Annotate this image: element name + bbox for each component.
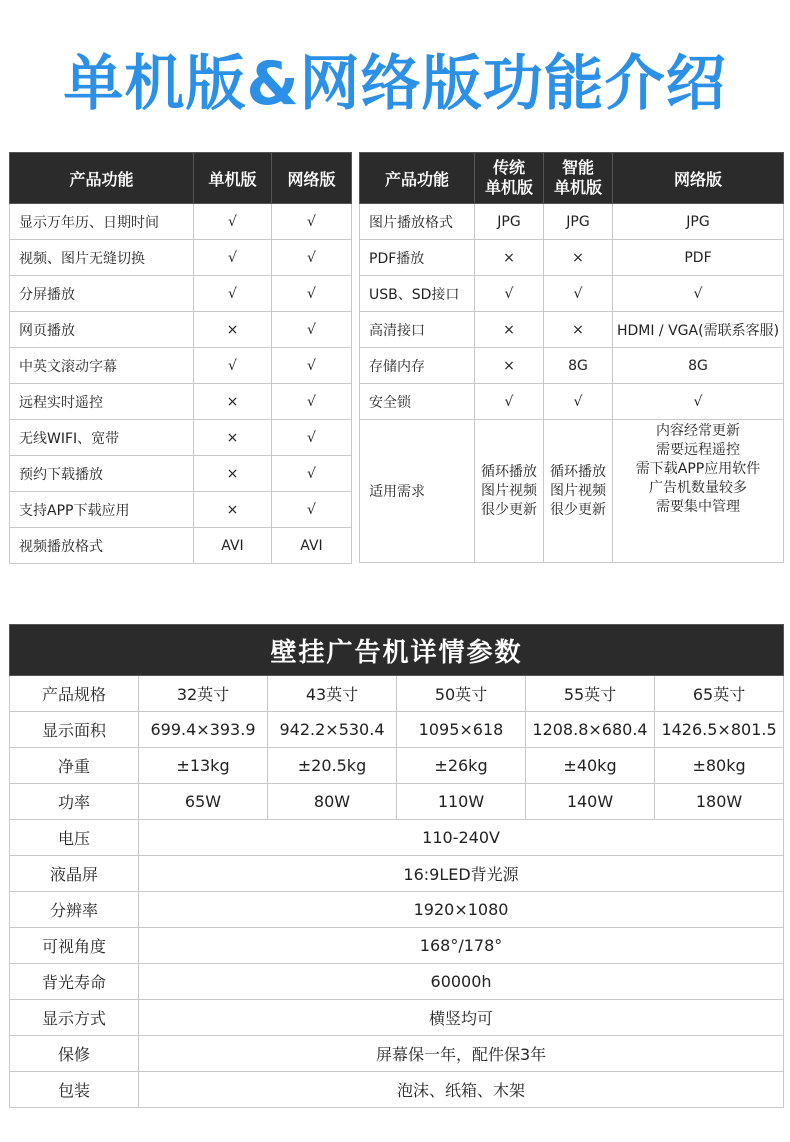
requirement-line: 图片视频 — [481, 482, 537, 499]
feature-value: AVI — [194, 528, 272, 564]
header-line: 网络版 — [673, 169, 722, 189]
feature-value: √ — [272, 420, 352, 456]
spec-value: ±20.5kg — [268, 748, 397, 784]
table-row — [10, 492, 352, 528]
header-feature: 产品功能 — [10, 153, 194, 204]
spec-label: 电压 — [10, 820, 139, 856]
requirement-line: 需要远程遥控 — [656, 442, 740, 458]
header-standalone: 单机版 — [194, 153, 272, 204]
spec-value: 168°/178° — [139, 928, 784, 964]
spec-value: 140W — [526, 784, 655, 820]
spec-row — [10, 784, 784, 820]
feature-value: × — [475, 348, 544, 384]
feature-label: 网页播放 — [10, 312, 194, 348]
feature-value: √ — [613, 384, 784, 420]
feature-label: 中英文滚动字幕 — [10, 348, 194, 384]
requirement-col3 — [613, 420, 784, 563]
feature-value: JPG — [544, 204, 613, 240]
feature-value: √ — [194, 348, 272, 384]
feature-label: 存储内存 — [360, 348, 475, 384]
feature-value: √ — [272, 204, 352, 240]
feature-value: √ — [272, 240, 352, 276]
page-title: 单机版&网络版功能介绍 — [63, 49, 727, 119]
spec-row — [10, 928, 784, 964]
specs-table — [9, 624, 784, 1108]
spec-size-cell: 65英寸 — [655, 676, 784, 712]
table-header-row — [360, 153, 784, 204]
spec-value: 180W — [655, 784, 784, 820]
table-row — [10, 420, 352, 456]
spec-value: 110W — [397, 784, 526, 820]
spec-row — [10, 1036, 784, 1072]
spec-value: ±26kg — [397, 748, 526, 784]
feature-value: √ — [544, 276, 613, 312]
spec-size-cell: 50英寸 — [397, 676, 526, 712]
feature-value: JPG — [475, 204, 544, 240]
spec-label: 液晶屏 — [10, 856, 139, 892]
table-row — [360, 384, 784, 420]
requirement-line: 很少更新 — [481, 501, 537, 518]
spec-row — [10, 820, 784, 856]
table-row — [360, 348, 784, 384]
spec-header-row — [10, 676, 784, 712]
feature-value: × — [194, 456, 272, 492]
requirement-col1 — [475, 420, 544, 563]
feature-value: √ — [272, 492, 352, 528]
spec-value: 16:9LED背光源 — [139, 856, 784, 892]
feature-value: √ — [272, 348, 352, 384]
requirement-label: 适用需求 — [360, 420, 475, 563]
requirement-line: 需下载APP应用软件 — [635, 461, 761, 477]
spec-value: 泡沫、纸箱、木架 — [139, 1072, 784, 1108]
spec-label: 可视角度 — [10, 928, 139, 964]
table-row — [10, 348, 352, 384]
feature-value: √ — [194, 276, 272, 312]
table-row — [10, 240, 352, 276]
feature-value: √ — [272, 456, 352, 492]
feature-label: 安全锁 — [360, 384, 475, 420]
table-row — [360, 276, 784, 312]
header-feature — [360, 153, 475, 204]
table-row — [360, 240, 784, 276]
feature-value: √ — [475, 276, 544, 312]
spec-row — [10, 1000, 784, 1036]
spec-value: 80W — [268, 784, 397, 820]
feature-value: × — [194, 492, 272, 528]
spec-label: 功率 — [10, 784, 139, 820]
feature-label: 支持APP下载应用 — [10, 492, 194, 528]
header-line: 传统 — [492, 158, 525, 177]
header-line: 单机版 — [484, 178, 533, 197]
spec-size-cell: 55英寸 — [526, 676, 655, 712]
spec-value: 110-240V — [139, 820, 784, 856]
feature-value: × — [475, 240, 544, 276]
feature-label: 图片播放格式 — [360, 204, 475, 240]
table-row — [360, 312, 784, 348]
feature-value: 8G — [544, 348, 613, 384]
requirement-line: 广告机数量较多 — [649, 480, 747, 496]
requirement-line: 图片视频 — [550, 482, 606, 499]
table-row — [10, 528, 352, 564]
spec-value: 60000h — [139, 964, 784, 1000]
spec-label: 显示面积 — [10, 712, 139, 748]
feature-value: AVI — [272, 528, 352, 564]
table-row — [10, 384, 352, 420]
requirement-line: 内容经常更新 — [656, 423, 740, 439]
table-row — [360, 204, 784, 240]
spec-row — [10, 1072, 784, 1108]
spec-label: 包装 — [10, 1072, 139, 1108]
spec-value: 1920×1080 — [139, 892, 784, 928]
feature-value: × — [544, 240, 613, 276]
feature-value: √ — [475, 384, 544, 420]
feature-value: √ — [272, 384, 352, 420]
header-line: 产品功能 — [384, 169, 449, 189]
spec-value: 65W — [139, 784, 268, 820]
requirement-line: 需要集中管理 — [656, 499, 740, 515]
requirement-line: 很少更新 — [550, 501, 606, 518]
requirement-line: 循环播放 — [550, 463, 606, 480]
feature-value: HDMI / VGA(需联系客服) — [613, 312, 784, 348]
spec-value: 1426.5×801.5 — [655, 712, 784, 748]
spec-row — [10, 748, 784, 784]
feature-value: × — [544, 312, 613, 348]
feature-value: × — [475, 312, 544, 348]
table-header-row — [10, 153, 352, 204]
feature-label: 分屏播放 — [10, 276, 194, 312]
spec-row — [10, 964, 784, 1000]
spec-row — [10, 892, 784, 928]
spec-label: 背光寿命 — [10, 964, 139, 1000]
header-line: 单机版 — [553, 178, 602, 197]
feature-value: √ — [272, 276, 352, 312]
spec-value: 1208.8×680.4 — [526, 712, 655, 748]
spec-label: 保修 — [10, 1036, 139, 1072]
requirement-line: 循环播放 — [481, 463, 537, 480]
feature-label: 显示万年历、日期时间 — [10, 204, 194, 240]
spec-value: 屏幕保一年，配件保3年 — [139, 1036, 784, 1072]
feature-label: USB、SD接口 — [360, 276, 475, 312]
feature-label: PDF播放 — [360, 240, 475, 276]
feature-value: √ — [613, 276, 784, 312]
specs-title: 壁挂广告机详情参数 — [10, 625, 784, 676]
header-line: 智能 — [561, 158, 594, 177]
feature-value: × — [194, 312, 272, 348]
spec-value: 942.2×530.4 — [268, 712, 397, 748]
spec-size-cell: 产品规格 — [10, 676, 139, 712]
feature-label: 预约下载播放 — [10, 456, 194, 492]
header-network: 网络版 — [272, 153, 352, 204]
table-row — [10, 312, 352, 348]
feature-label: 远程实时遥控 — [10, 384, 194, 420]
feature-label: 高清接口 — [360, 312, 475, 348]
feature-value: √ — [194, 240, 272, 276]
feature-label: 视频播放格式 — [10, 528, 194, 564]
header-smart-standalone — [544, 153, 613, 204]
spec-value: ±40kg — [526, 748, 655, 784]
version-comparison-table — [359, 152, 784, 563]
feature-value: PDF — [613, 240, 784, 276]
feature-label: 视频、图片无缝切换 — [10, 240, 194, 276]
spec-label: 分辨率 — [10, 892, 139, 928]
spec-row — [10, 856, 784, 892]
table-row — [10, 204, 352, 240]
table-row — [10, 276, 352, 312]
spec-value: ±13kg — [139, 748, 268, 784]
feature-value: √ — [194, 204, 272, 240]
feature-value: √ — [544, 384, 613, 420]
spec-size-cell: 32英寸 — [139, 676, 268, 712]
spec-size-cell: 43英寸 — [268, 676, 397, 712]
header-traditional-standalone — [475, 153, 544, 204]
spec-value: ±80kg — [655, 748, 784, 784]
feature-label: 无线WIFI、宽带 — [10, 420, 194, 456]
requirement-row — [360, 420, 784, 563]
spec-label: 显示方式 — [10, 1000, 139, 1036]
header-network — [613, 153, 784, 204]
feature-value: 8G — [613, 348, 784, 384]
spec-label: 净重 — [10, 748, 139, 784]
table-row — [10, 456, 352, 492]
feature-value: × — [194, 420, 272, 456]
spec-value: 1095×618 — [397, 712, 526, 748]
requirement-col2 — [544, 420, 613, 563]
feature-value: × — [194, 384, 272, 420]
single-vs-network-table — [9, 152, 352, 564]
spec-row — [10, 712, 784, 748]
spec-value: 699.4×393.9 — [139, 712, 268, 748]
feature-value: √ — [272, 312, 352, 348]
feature-value: JPG — [613, 204, 784, 240]
spec-value: 横竖均可 — [139, 1000, 784, 1036]
